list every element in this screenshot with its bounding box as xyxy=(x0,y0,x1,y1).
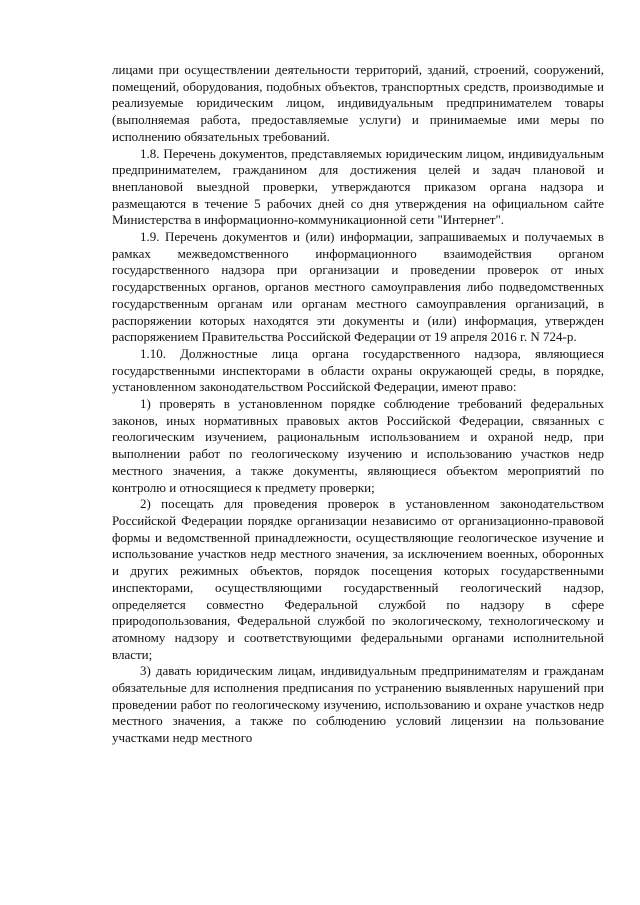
paragraph-continuation: лицами при осуществлении деятельности территорий, зданий, строений, сооружений, помещений, оборудования, подобных объектов, транспортных средств, производимые и реализуемые юридическим лицом, индивидуальным предпринимателем товары (выполняемая работа, предоставляемые услуги) и принимаемые ими меры по исполнению обязательных требований. xyxy=(112,62,604,144)
list-item-1: 1) проверять в установленном порядке соблюдение требований федеральных законов, иных нормативных правовых актов Российской Федерации, связанных с геологическим изучением, рациональным использованием и охраной недр, при выполнении работ по геологическому изучению и использованию участков недр местного значения, а также документы, являющиеся объектом мероприятий по контролю и относящиеся к предмету проверки; xyxy=(112,396,604,495)
paragraph-1-10: 1.10. Должностные лица органа государственного надзора, являющиеся государственными инспекторами в области охраны окружающей среды, в порядке, установленном законодательством Российской Федерации, имеют право: xyxy=(112,345,604,395)
paragraph-1-8: 1.8. Перечень документов, представляемых юридическим лицом, индивидуальным предпринимателем, гражданином для достижения целей и задач плановой и внеплановой выездной проверки, утверждаются приказом органа надзора и размещаются в течение 5 рабочих дней со дня утверждения на официальном сайте Министерства в информационно-коммуникационной сети "Интернет". xyxy=(112,145,604,228)
list-item-3: 3) давать юридическим лицам, индивидуальным предпринимателям и гражданам обязательные для исполнения предписания по устранению выявленных нарушений при проведении работ по геологическому изучению, использованию и охране участков недр местного значения, а также по соблюдению условий лицензии на пользование участками недр местного xyxy=(112,663,604,746)
paragraph-1-9: 1.9. Перечень документов и (или) информации, запрашиваемых и получаемых в рамках межведомственного информационного взаимодействия органом государственного надзора при организации и проведении проверок от иных государственных органов, органов местного самоуправления либо подведомственных государственным органам или органам местного самоуправления организаций, в распоряжении которых находятся эти документы и (или) информация, утвержден распоряжением Правительства Российской Федерации от 19 апреля 2016 г. N 724-р. xyxy=(112,229,604,345)
list-item-2: 2) посещать для проведения проверок в установленном законодательством Российской Федерации порядке организации независимо от организационно-правовой формы и ведомственной принадлежности, осуществляющие геологическое изучение и использование участков недр местного значения, за исключением военных, оборонных и других режимных объектов, порядок посещения которых государственными инспекторами, осуществляющими государственный геологический надзор, определяется совместно Федеральной службой по надзору в сфере природопользования, Федеральной службой по экологическому, технологическому и атомному надзору и соответствующими федеральными органами исполнительной власти; xyxy=(112,496,604,662)
document-body xyxy=(112,62,604,747)
